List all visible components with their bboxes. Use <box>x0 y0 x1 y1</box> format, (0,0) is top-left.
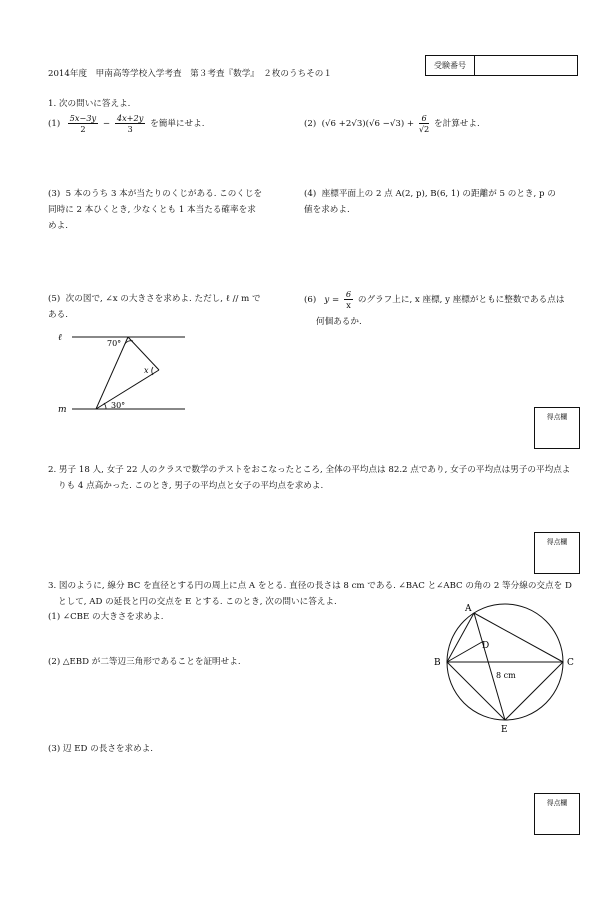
q1-5-line-2: ある. <box>48 310 68 320</box>
label-l: ℓ <box>58 333 62 343</box>
point-b: B <box>434 658 441 668</box>
q1-2 <box>304 113 480 134</box>
q3-1: (1) ∠CBE の大きさを求めよ. <box>48 612 164 622</box>
segment-ac <box>474 613 563 662</box>
angle-arc-bottom <box>104 403 106 409</box>
label-70: 70° <box>107 339 122 348</box>
q1-1-minus: − <box>102 119 111 129</box>
label-m: m <box>58 405 67 415</box>
q1-3-number: (3) <box>48 189 61 199</box>
circle-figure <box>430 598 580 738</box>
q1-6-number: (6) <box>304 295 317 305</box>
segment-lower <box>96 370 159 409</box>
exam-title: 2014年度 甲南高等学校入学考査 第３考査『数学』 ２枚のうちその１ <box>48 69 332 79</box>
score-box-2[interactable] <box>534 532 580 574</box>
q1-1-fraction-1: $\frac{5x-3y}{2}$ <box>69 113 97 134</box>
q1-4 <box>304 186 556 218</box>
section3-line-2: として, AD の延長と円の交点を E とする. このとき, 次の問いに答えよ. <box>58 597 337 607</box>
q1-3 <box>48 186 262 234</box>
section1-heading: 1. 次の問いに答えよ. <box>48 99 131 109</box>
point-a: A <box>465 604 472 614</box>
section2-line-2: りも 4 点高かった. このとき, 男子の平均点と女子の平均点を求めよ. <box>58 481 324 491</box>
q1-2-number: (2) <box>304 119 317 129</box>
q1-1-text: を簡単にせよ. <box>150 119 205 129</box>
score-box-3[interactable] <box>534 793 580 835</box>
q3-2: (2) △EBD が二等辺三角形であることを証明せよ. <box>48 657 241 667</box>
score-box-label: 得点欄 <box>546 538 568 546</box>
q3-3: (3) 辺 ED の長さを求めよ. <box>48 744 154 754</box>
q1-1 <box>48 113 204 134</box>
q1-5 <box>48 291 261 323</box>
q1-2-fraction: $\frac{6}{√2}$ <box>418 113 430 134</box>
q1-3-line-3: めよ. <box>48 221 68 231</box>
q1-5-line-1: 次の図で, ∠x の大きさを求めよ. ただし, ℓ // m で <box>65 294 261 304</box>
q1-6-fraction: $\frac{6}{x}$ <box>345 289 352 310</box>
score-box-label: 得点欄 <box>546 413 568 421</box>
q1-4-line-2: 値を求めよ. <box>304 205 350 215</box>
q1-2-expression: (√6 +2√3)(√6 −√3) + <box>321 119 415 129</box>
parallel-lines-figure <box>50 325 190 420</box>
q1-1-number: (1) <box>48 119 61 129</box>
section2-line-1: 2. 男子 18 人, 女子 22 人のクラスで数学のテストをおこなったところ, 全体の平均点は 82.2 点であり, 女子の平均点は男子の平均点よ <box>48 465 571 475</box>
point-e: E <box>501 725 508 735</box>
section3-line-1: 3. 図のように, 線分 BC を直径とする円の周上に点 A をとる. 直径の長さは 8 cm である. ∠BAC と∠ABC の角の 2 等分線の交点を D <box>48 581 572 591</box>
label-x: x <box>144 366 149 375</box>
label-30: 30° <box>111 401 126 410</box>
exam-number-label: 受験番号 <box>426 56 475 75</box>
q1-6-pre: y = <box>324 295 340 305</box>
q1-6-post: のグラフ上に, x 座標, y 座標がともに整数である点は <box>357 295 565 305</box>
section2-text <box>48 462 570 494</box>
q1-4-number: (4) <box>304 189 317 199</box>
q1-6-line-2: 何個あるか. <box>316 317 362 327</box>
q1-3-line-2: 同時に 2 本ひくとき, 少なくとも 1 本当たる確率を求 <box>48 205 256 215</box>
q1-4-line-1: 座標平面上の 2 点 A(2, p), B(6, 1) の距離が 5 のとき, p の <box>321 189 556 199</box>
score-box-1[interactable] <box>534 407 580 449</box>
q1-2-text: を計算せよ. <box>434 119 480 129</box>
q1-6 <box>304 289 564 310</box>
q1-1-fraction-2: $\frac{4x+2y}{3}$ <box>116 113 144 134</box>
q1-5-number: (5) <box>48 294 61 304</box>
exam-number-box[interactable] <box>425 55 578 76</box>
diameter-label: 8 cm <box>496 671 516 680</box>
point-c: C <box>567 658 574 668</box>
point-d: D <box>482 641 490 651</box>
score-box-label: 得点欄 <box>546 799 568 807</box>
q1-3-line-1: 5 本のうち 3 本が当たりのくじがある. このくじを <box>65 189 263 199</box>
